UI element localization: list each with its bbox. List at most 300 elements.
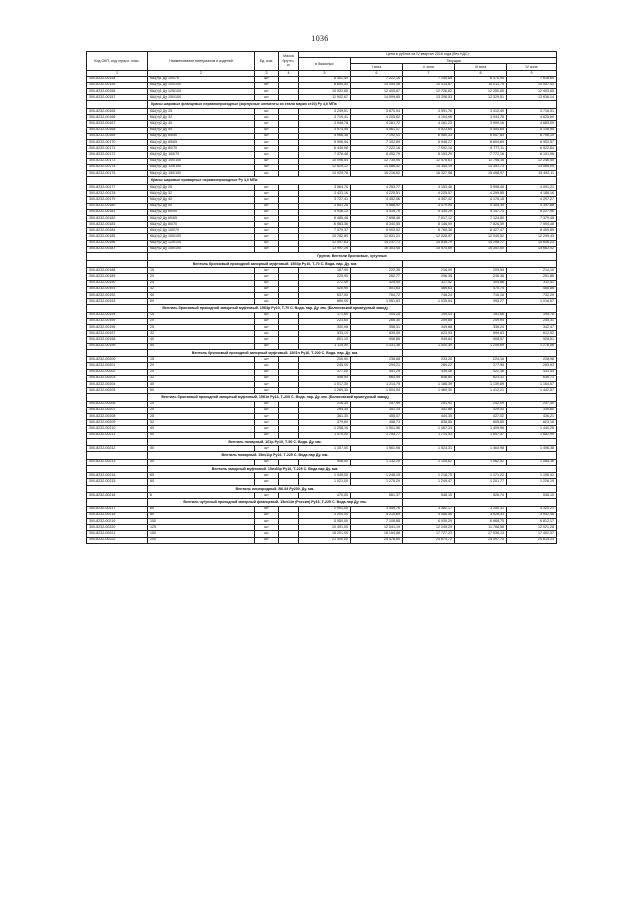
price-zone-3: 242,09 bbox=[455, 401, 507, 407]
item-name: КШ(п)2 Ду 40 bbox=[148, 197, 255, 203]
item-code: 300-8232-00182 bbox=[87, 215, 148, 221]
price-zone-2: 746,24 bbox=[403, 292, 455, 298]
item-unit: шт bbox=[255, 246, 279, 252]
item-name: 50 bbox=[148, 343, 255, 349]
header-price-current: Текущая bbox=[351, 58, 557, 64]
item-name: 40 bbox=[148, 337, 255, 343]
item-code: 300-8232-00179 bbox=[87, 197, 148, 203]
price-base: 379,60 bbox=[299, 420, 351, 426]
item-name: КШ(н)2 Ду 150/100 bbox=[148, 170, 255, 176]
item-name: 50 bbox=[148, 388, 255, 394]
item-unit: шт bbox=[255, 222, 279, 228]
price-zone-2: 317,52 bbox=[403, 280, 455, 286]
item-code: 300-8232-00212 bbox=[87, 446, 148, 452]
price-zone-1: 664,49 bbox=[351, 375, 403, 381]
price-zone-4: 1 440,28 bbox=[507, 426, 557, 432]
price-base: 7 379,37 bbox=[299, 228, 351, 234]
item-code: 300-8232-00202 bbox=[87, 369, 148, 375]
col-number: 7 bbox=[403, 70, 455, 76]
item-unit: шт bbox=[255, 420, 279, 426]
price-zone-4: 15 682,02 bbox=[507, 246, 557, 252]
item-code: 300-8232-00218 bbox=[87, 512, 148, 518]
price-base: 2 901,00 bbox=[299, 506, 351, 512]
item-code: 300-8232-00207 bbox=[87, 407, 148, 413]
item-name: 80 bbox=[148, 479, 255, 485]
price-zone-4: 1 085,36 bbox=[507, 459, 557, 465]
price-zone-3: 3 412,40 bbox=[455, 109, 507, 115]
item-code: 300-8232-00178 bbox=[87, 191, 148, 197]
price-base: 1 017,30 bbox=[299, 381, 351, 387]
price-zone-4: 5 227,96 bbox=[507, 209, 557, 215]
price-base: 5 956,94 bbox=[299, 140, 351, 146]
item-name: КШ(п)1 Ду 150/100 bbox=[148, 95, 255, 101]
item-unit: шт bbox=[255, 209, 279, 215]
price-base: 1 470,00 bbox=[299, 432, 351, 438]
price-zone-2: 4 104,96 bbox=[403, 115, 455, 121]
group-spacer bbox=[87, 260, 148, 267]
price-zone-4: 12 493,65 bbox=[507, 88, 557, 94]
item-unit: шт bbox=[255, 512, 279, 518]
item-code: 300-8232-00189 bbox=[87, 274, 148, 280]
price-zone-4: 3 320,21 bbox=[507, 506, 557, 512]
group-title: Вентиль бронзовый проходной запорный муфтовый. 15б3р Ру10, Т-70 С. Вода. пар. Ду. мм. (Бологовский арматурный завод) bbox=[148, 305, 403, 312]
item-name: КШ(н)2 Ду 65/65 bbox=[148, 140, 255, 146]
price-zone-3: 12 250,65 bbox=[455, 88, 507, 94]
header-weight: Масса брутто, кг bbox=[279, 52, 299, 71]
item-code: 300-8232-00196 bbox=[87, 325, 148, 331]
price-zone-3: 6 668,75 bbox=[455, 518, 507, 524]
item-code: 300-8232-00209 bbox=[87, 420, 148, 426]
price-zone-2: 8 769,36 bbox=[403, 228, 455, 234]
item-code: 300-8232-00203 bbox=[87, 375, 148, 381]
item-name: 40 bbox=[148, 292, 255, 298]
price-zone-1: 1 248,15 bbox=[351, 473, 403, 479]
price-zone-2: 439,48 bbox=[403, 369, 455, 375]
price-zone-3: 5 147,74 bbox=[455, 209, 507, 215]
table-header bbox=[87, 52, 557, 77]
price-zone-3: 3 928,33 bbox=[455, 512, 507, 518]
price-zone-4: 342,47 bbox=[507, 325, 557, 331]
price-zone-4: 1 496,38 bbox=[507, 446, 557, 452]
item-name: 125 bbox=[148, 525, 255, 531]
group-title: Вентиль бронзовый проходной запорный муфтовый. 15б3р Ру10, Т-70 С. Вода. пар. Ду. мм. bbox=[148, 260, 403, 267]
price-zone-2: 12 475,61 bbox=[403, 158, 455, 164]
item-unit: шт bbox=[255, 407, 279, 413]
price-zone-2: 1 714,43 bbox=[403, 432, 455, 438]
section-title: Группа: Вентили бронзовые, чугунные bbox=[148, 253, 557, 261]
price-zone-1: 16 216,62 bbox=[351, 170, 403, 176]
price-zone-1: 12 541,19 bbox=[351, 525, 403, 531]
item-code: 300-8232-00191 bbox=[87, 286, 148, 292]
item-unit: шт bbox=[255, 337, 279, 343]
price-zone-4: 8 101,96 bbox=[507, 152, 557, 158]
group-title: Вентиль бронзовый проходной запорный муфтовый. 15б1п Ру16, Т-200 С. Вода. пар. Ду. мм. bbox=[148, 349, 403, 356]
price-zone-2: 4 066,58 bbox=[403, 512, 455, 518]
item-unit: шт bbox=[255, 312, 279, 318]
item-name: 50 bbox=[148, 432, 255, 438]
price-zone-4: 12 021,28 bbox=[507, 525, 557, 531]
item-unit: шт bbox=[255, 164, 279, 170]
price-zone-2: 14 838,79 bbox=[403, 240, 455, 246]
price-zone-4: 928,51 bbox=[507, 337, 557, 343]
item-code: 300-8232-00214 bbox=[87, 473, 148, 479]
price-zone-2: 1 186,39 bbox=[403, 381, 455, 387]
price-zone-2: 1 469,30 bbox=[403, 388, 455, 394]
item-name: 32 bbox=[148, 375, 255, 381]
item-unit: шт bbox=[255, 493, 279, 499]
price-zone-2: 12 245,29 bbox=[403, 525, 455, 531]
item-code: 300-8232-00219 bbox=[87, 518, 148, 524]
price-zone-2: 199,43 bbox=[403, 312, 455, 318]
price-zone-4: 6 902,57 bbox=[507, 140, 557, 146]
header-price-group: Цена в рублях на IV квартал 2016 года (без НДС) bbox=[299, 52, 557, 58]
item-code: 300-8232-00170 bbox=[87, 140, 148, 146]
item-unit: шт bbox=[255, 228, 279, 234]
item-code: 300-8232-00197 bbox=[87, 331, 148, 337]
item-name: 32 bbox=[148, 420, 255, 426]
price-zone-1: 5 435,79 bbox=[351, 209, 403, 215]
group-title: Вентиль пожарный. 1б1р Ру10, Т-50 С. Вода. Ду. мм. bbox=[148, 438, 403, 445]
price-base: 3 200,00 bbox=[299, 512, 351, 518]
group-spacer bbox=[403, 438, 557, 445]
price-zone-3: 3 999,16 bbox=[455, 121, 507, 127]
item-unit: шт bbox=[255, 274, 279, 280]
item-code: 300-8232-00206 bbox=[87, 401, 148, 407]
price-zone-4: 24 615,23 bbox=[507, 537, 557, 543]
item-unit: шт bbox=[255, 506, 279, 512]
price-base: 245,00 bbox=[299, 363, 351, 369]
item-name: КШ(н)2 Ду 100/100 bbox=[148, 158, 255, 164]
price-base: 300,06 bbox=[299, 325, 351, 331]
price-zone-4: 12 299,43 bbox=[507, 234, 557, 240]
price-zone-3: 224,16 bbox=[455, 357, 507, 363]
price-zone-1: 12 831,21 bbox=[351, 234, 403, 240]
price-base: 5 966,38 bbox=[299, 133, 351, 139]
price-zone-4: 214,10 bbox=[507, 268, 557, 274]
item-name: 6 bbox=[148, 493, 255, 499]
price-base: 3 727,41 bbox=[299, 197, 351, 203]
price-zone-4: 1 164,67 bbox=[507, 381, 557, 387]
price-zone-2: 10 414,67 bbox=[403, 82, 455, 88]
item-name: КШ(п)1 Ду 125/100 bbox=[148, 88, 255, 94]
price-base: 6 361,40 bbox=[299, 76, 351, 82]
item-unit: шт bbox=[255, 286, 279, 292]
price-zone-1: 1 501,56 bbox=[351, 426, 403, 432]
item-unit: шт bbox=[255, 363, 279, 369]
price-zone-3: 8 427,47 bbox=[455, 228, 507, 234]
price-zone-1: 451,29 bbox=[351, 369, 403, 375]
price-zone-3: 17 036,13 bbox=[455, 531, 507, 537]
item-code: 300-8232-00181 bbox=[87, 209, 148, 215]
item-code: 300-8232-00185 bbox=[87, 234, 148, 240]
price-zone-4: 283,93 bbox=[507, 363, 557, 369]
price-base: 5 950,00 bbox=[299, 518, 351, 524]
price-zone-1: 958,86 bbox=[351, 337, 403, 343]
price-zone-4: 228,98 bbox=[507, 357, 557, 363]
price-zone-3: 246,38 bbox=[455, 274, 507, 280]
item-code: 300-8232-00190 bbox=[87, 280, 148, 286]
price-zone-2: 1 467,24 bbox=[403, 426, 455, 432]
price-base: 801,10 bbox=[299, 337, 351, 343]
price-zone-1: 4 261,72 bbox=[351, 121, 403, 127]
price-zone-3: 15 351,00 bbox=[455, 246, 507, 252]
item-unit: шт bbox=[255, 426, 279, 432]
item-code: 300-8232-00205 bbox=[87, 388, 148, 394]
price-zone-3: 1 201,77 bbox=[455, 479, 507, 485]
price-zone-4: 7 994,48 bbox=[507, 222, 557, 228]
item-unit: шт bbox=[255, 184, 279, 190]
price-zone-2: 7 517,12 bbox=[403, 215, 455, 221]
item-code: 300-8232-00199 bbox=[87, 343, 148, 349]
price-base: 223,60 bbox=[299, 318, 351, 324]
item-name: КШ(п)2 Ду 100/70 bbox=[148, 228, 255, 234]
price-zone-2: 4 161,23 bbox=[403, 121, 455, 127]
header-unit: Ед. изм. bbox=[255, 52, 279, 71]
item-code: 300-8232-00165 bbox=[87, 109, 148, 115]
price-zone-4: 251,88 bbox=[507, 274, 557, 280]
price-base: 7 376,48 bbox=[299, 152, 351, 158]
price-zone-4: 1 276,56 bbox=[507, 343, 557, 349]
price-zone-3: 12 040,52 bbox=[455, 234, 507, 240]
section-spacer bbox=[87, 101, 148, 109]
item-unit: шт bbox=[255, 537, 279, 543]
item-name: КШ(н)2 Ду 125/100 bbox=[148, 164, 255, 170]
price-zone-1: 15 237,71 bbox=[351, 240, 403, 246]
price-zone-1: 262,77 bbox=[351, 274, 403, 280]
item-unit: шт bbox=[255, 88, 279, 94]
price-zone-1: 561,37 bbox=[351, 493, 403, 499]
item-code: 300-8232-00198 bbox=[87, 337, 148, 343]
price-zone-1: 325,40 bbox=[351, 280, 403, 286]
price-zone-1: 8 340,55 bbox=[351, 222, 403, 228]
price-zone-2: 251,91 bbox=[403, 401, 455, 407]
group-spacer bbox=[87, 499, 148, 506]
price-zone-3: 209,55 bbox=[455, 268, 507, 274]
price-zone-3: 12 329,51 bbox=[455, 95, 507, 101]
item-name: 50 bbox=[148, 459, 255, 465]
price-zone-3: 3 998,46 bbox=[455, 184, 507, 190]
price-zone-2: 259,88 bbox=[403, 318, 455, 324]
price-zone-1: 1 755,77 bbox=[351, 432, 403, 438]
price-base: 13 929,78 bbox=[299, 170, 351, 176]
price-base: 1 258,10 bbox=[299, 426, 351, 432]
price-zone-2: 4 153,48 bbox=[403, 184, 455, 190]
price-zone-2: 14 345,19 bbox=[403, 164, 455, 170]
item-name: 15 bbox=[148, 357, 255, 363]
col-number: 5 bbox=[299, 70, 351, 76]
item-name: 32 bbox=[148, 331, 255, 337]
price-base: 10 932,65 bbox=[299, 88, 351, 94]
price-base: 10 491,00 bbox=[299, 525, 351, 531]
price-base: 637,00 bbox=[299, 292, 351, 298]
price-zone-1: 1 275,29 bbox=[351, 479, 403, 485]
item-unit: шт bbox=[255, 133, 279, 139]
col-number: 3 bbox=[255, 70, 279, 76]
price-zone-1: 222,35 bbox=[351, 268, 403, 274]
item-code: 300-8232-00213 bbox=[87, 459, 148, 465]
price-zone-2: 7 092,14 bbox=[403, 146, 455, 152]
price-zone-3: 11 768,58 bbox=[455, 525, 507, 531]
price-zone-3: 422,36 bbox=[455, 369, 507, 375]
price-zone-4: 480,86 bbox=[507, 286, 557, 292]
price-zone-3: 4 299,85 bbox=[455, 191, 507, 197]
item-unit: шт bbox=[255, 531, 279, 537]
header-price-base: в базисных bbox=[299, 58, 351, 70]
item-unit: шт bbox=[255, 369, 279, 375]
item-name: 65 bbox=[148, 506, 255, 512]
price-zone-1: 7 222,16 bbox=[351, 76, 403, 82]
item-unit: шт bbox=[255, 479, 279, 485]
price-zone-3: 191,66 bbox=[455, 312, 507, 318]
price-zone-3: 13 351,73 bbox=[455, 164, 507, 170]
section-header-row bbox=[87, 101, 557, 109]
item-name: 15 bbox=[148, 312, 255, 318]
group-spacer bbox=[403, 452, 557, 459]
price-base: 3 423,16 bbox=[299, 191, 351, 197]
section-header-row bbox=[87, 177, 557, 185]
price-zone-4: 1 016,67 bbox=[507, 299, 557, 305]
price-zone-4: 15 492,11 bbox=[507, 170, 557, 176]
item-code: 300-8232-00221 bbox=[87, 531, 148, 537]
item-code: 300-8232-00220 bbox=[87, 525, 148, 531]
item-unit: шт bbox=[255, 343, 279, 349]
item-unit: шт bbox=[255, 473, 279, 479]
price-zone-4: 732,29 bbox=[507, 292, 557, 298]
price-zone-2: 17 727,23 bbox=[403, 531, 455, 537]
price-zone-4: 247,30 bbox=[507, 401, 557, 407]
item-name: 25 bbox=[148, 280, 255, 286]
section-spacer bbox=[87, 177, 148, 185]
price-zone-3: 15 498,97 bbox=[455, 170, 507, 176]
item-unit: шт bbox=[255, 525, 279, 531]
price-zone-4: 255,31 bbox=[507, 318, 557, 324]
item-name: КШ(п)1 Ду 100/70 bbox=[148, 76, 255, 82]
item-code: 300-8232-00183 bbox=[87, 222, 148, 228]
price-zone-3: 1 171,22 bbox=[455, 473, 507, 479]
price-zone-1: 18 154,88 bbox=[351, 531, 403, 537]
item-name: КШ(н)2 Ду 80/70 bbox=[148, 146, 255, 152]
item-code: 300-8232-00166 bbox=[87, 115, 148, 121]
table-body bbox=[87, 76, 557, 543]
item-code: 300-8232-00204 bbox=[87, 381, 148, 387]
price-base: 187,90 bbox=[299, 268, 351, 274]
item-name: 80 bbox=[148, 512, 255, 518]
item-unit: шт bbox=[255, 234, 279, 240]
price-zone-2: 1 035,64 bbox=[403, 299, 455, 305]
price-base: 272,40 bbox=[299, 280, 351, 286]
item-name: 150 bbox=[148, 531, 255, 537]
item-unit: шт bbox=[255, 381, 279, 387]
price-zone-1: 7 192,41 bbox=[351, 133, 403, 139]
price-base: 12 620,12 bbox=[299, 164, 351, 170]
price-zone-1: 639,09 bbox=[351, 331, 403, 337]
price-zone-3: 24 097,75 bbox=[455, 537, 507, 543]
price-zone-2: 5 335,29 bbox=[403, 209, 455, 215]
price-zone-4: 12 246,40 bbox=[507, 158, 557, 164]
price-zone-2: 3 591,76 bbox=[403, 109, 455, 115]
price-zone-2: 4 347,42 bbox=[403, 197, 455, 203]
price-zone-1: 8 903,52 bbox=[351, 228, 403, 234]
col-number: 1 bbox=[87, 70, 148, 76]
price-base: 948,00 bbox=[299, 459, 351, 465]
price-zone-1: 7 108,88 bbox=[351, 518, 403, 524]
item-unit: шт bbox=[255, 240, 279, 246]
section-title: Краны шаровые фланцевые неравнопроходные (корпусные элементы из стали марки ст20) Ру 4,0 МПа bbox=[148, 101, 557, 109]
group-header-row bbox=[87, 485, 557, 492]
price-zone-2: 13 208,53 bbox=[403, 95, 455, 101]
price-zone-3: 304,86 bbox=[455, 280, 507, 286]
price-zone-2: 12 528,97 bbox=[403, 234, 455, 240]
price-zone-4: 13 636,14 bbox=[507, 95, 557, 101]
header-name: Наименование материалов и изделий bbox=[148, 52, 255, 71]
price-zone-4: 823,18 bbox=[507, 420, 557, 426]
price-zone-1: 358,31 bbox=[351, 325, 403, 331]
item-code: 300-8232-00194 bbox=[87, 312, 148, 318]
item-name: КШ(н)2 Ду 25 bbox=[148, 109, 255, 115]
price-zone-1: 12 405,87 bbox=[351, 88, 403, 94]
price-zone-1: 764,72 bbox=[351, 292, 403, 298]
item-name: 20 bbox=[148, 318, 255, 324]
group-header-row bbox=[87, 260, 557, 267]
item-name: 20 bbox=[148, 407, 255, 413]
col-number: 2 bbox=[148, 70, 255, 76]
item-code: 300-8232-00188 bbox=[87, 268, 148, 274]
item-name: 25 bbox=[148, 325, 255, 331]
price-zone-3: 329,53 bbox=[455, 407, 507, 413]
price-zone-3: 6 777,11 bbox=[455, 146, 507, 152]
item-name: 25 bbox=[148, 414, 255, 420]
price-zone-2: 24 874,72 bbox=[403, 537, 455, 543]
price-base: 1 045,00 bbox=[299, 473, 351, 479]
price-zone-2: 12 726,82 bbox=[403, 88, 455, 94]
price-zone-3: 526,74 bbox=[455, 493, 507, 499]
price-zone-4: 311,41 bbox=[507, 280, 557, 286]
price-base: 171,60 bbox=[299, 312, 351, 318]
item-unit: шт bbox=[255, 197, 279, 203]
item-name: КШ(п)2 Ду 80/70 bbox=[148, 222, 255, 228]
price-zone-2: 256,38 bbox=[403, 274, 455, 280]
price-zone-4: 195,78 bbox=[507, 312, 557, 318]
price-zone-1: 1 504,94 bbox=[351, 388, 403, 394]
header-zone-4: IV зона bbox=[507, 64, 557, 70]
item-unit: шт bbox=[255, 292, 279, 298]
item-code: 300-8232-00217 bbox=[87, 506, 148, 512]
item-code: 300-8232-00156 bbox=[87, 88, 148, 94]
price-zone-4: 636,71 bbox=[507, 375, 557, 381]
price-zone-3: 6 604,69 bbox=[455, 140, 507, 146]
price-zone-2: 623,93 bbox=[403, 331, 455, 337]
item-code: 300-8232-00193 bbox=[87, 299, 148, 305]
item-code: 300-8232-00174 bbox=[87, 164, 148, 170]
item-name: КШ(н)2 Ду 40 bbox=[148, 121, 255, 127]
price-zone-4: 4 091,21 bbox=[507, 184, 557, 190]
price-base: 1 307,00 bbox=[299, 446, 351, 452]
price-zone-1: 14 086,42 bbox=[351, 164, 403, 170]
group-spacer bbox=[403, 305, 557, 312]
price-zone-3: 427,02 bbox=[455, 414, 507, 420]
price-zone-3: 1 464,98 bbox=[455, 446, 507, 452]
item-code: 300-8232-00192 bbox=[87, 292, 148, 298]
item-unit: шт bbox=[255, 109, 279, 115]
item-code: 300-8232-00216 bbox=[87, 493, 148, 499]
price-base: 216,30 bbox=[299, 401, 351, 407]
price-zone-2: 8 146,09 bbox=[403, 222, 455, 228]
price-zone-3: 4 305,39 bbox=[455, 203, 507, 209]
group-spacer bbox=[403, 465, 557, 472]
group-title: Вентиль чугунный проходной запорный фланцевый. 15кч14п (Россия) Ру16, Т-225 С. Вода пар Ду. мм. bbox=[148, 499, 403, 506]
col-number: 6 bbox=[351, 70, 403, 76]
item-unit: шт bbox=[255, 115, 279, 121]
